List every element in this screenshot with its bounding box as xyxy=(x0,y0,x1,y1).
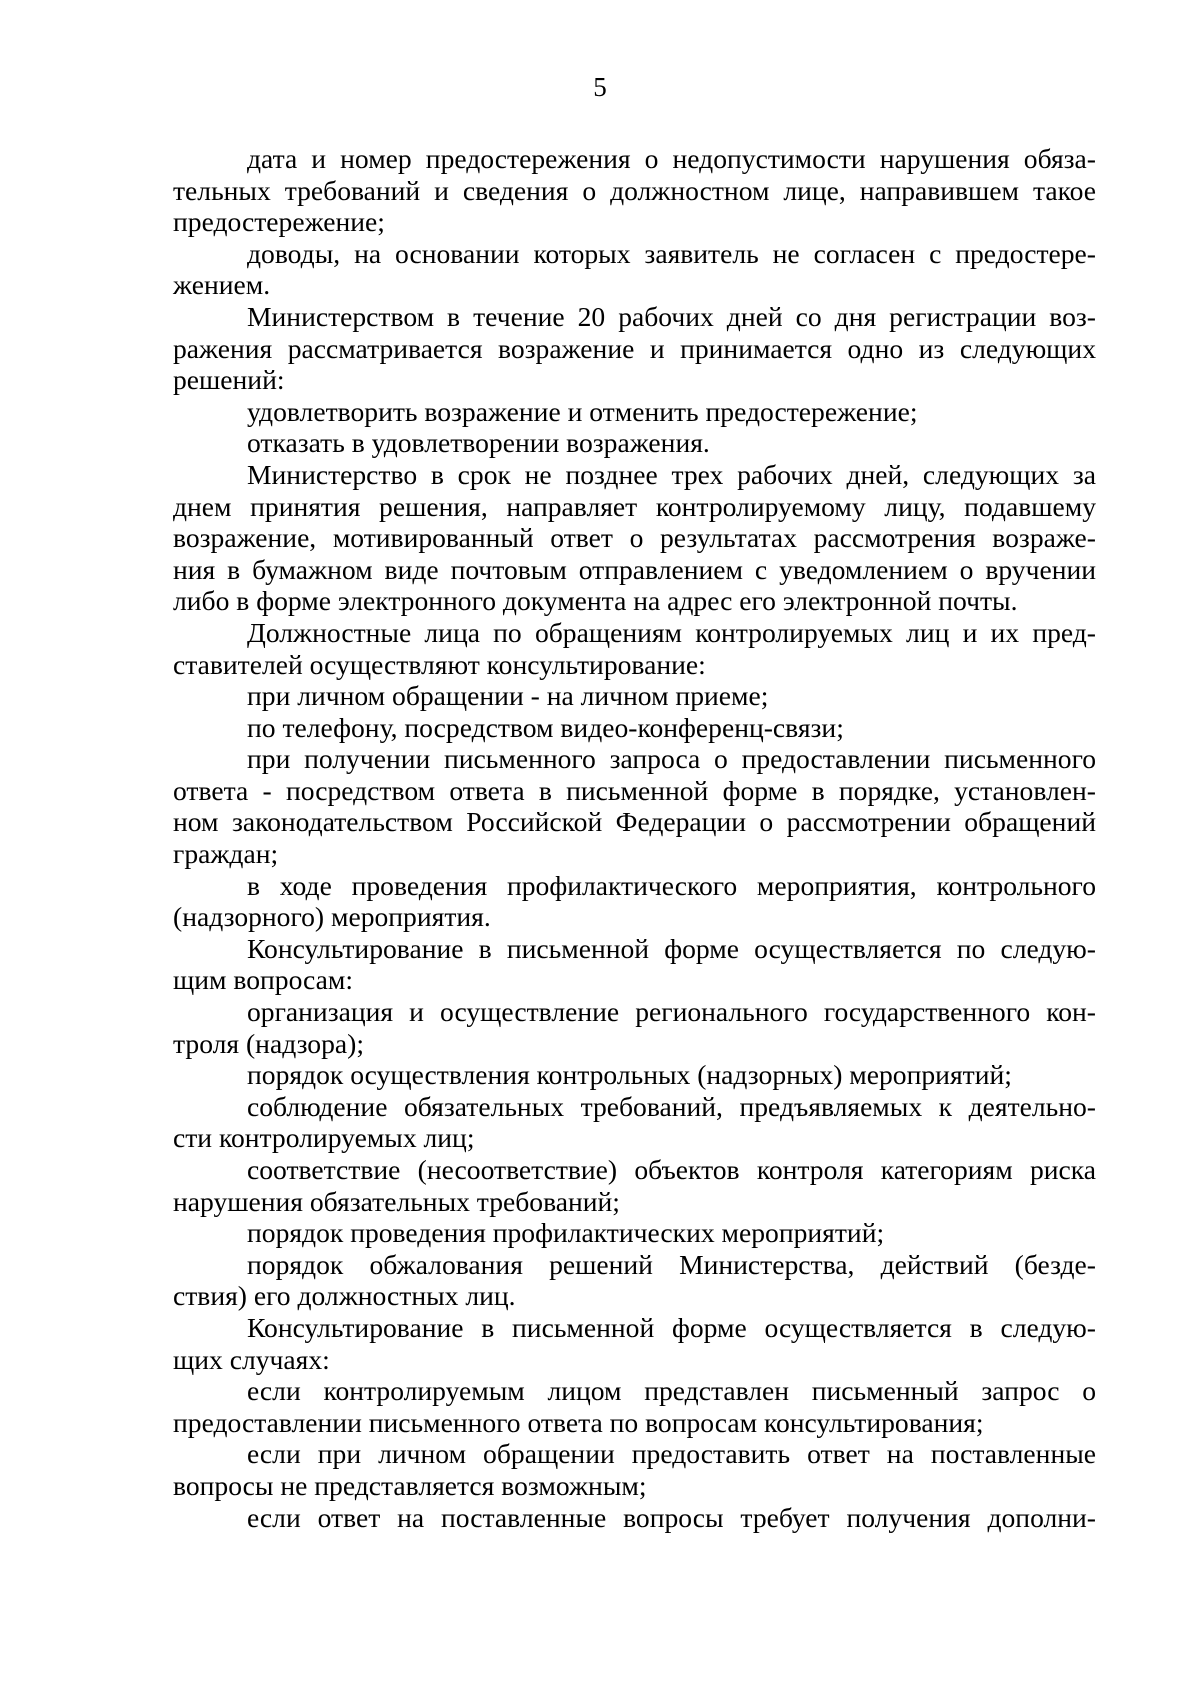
text-line: соответствие (несоответствие) объектов контроля категориям риска xyxy=(247,1154,1096,1185)
text-line: (надзорного) мероприятия. xyxy=(173,901,491,933)
page-number: 5 xyxy=(593,72,607,102)
text-line: доводы, на основании которых заявитель не согласен с предостере- xyxy=(247,237,1096,269)
text-line: сти контролируемых лиц; xyxy=(173,1122,475,1154)
text-line: удовлетворить возражение и отменить предостережение; xyxy=(247,395,918,427)
text-line: граждан; xyxy=(173,838,279,870)
text-line: при личном обращении - на личном приеме; xyxy=(247,680,769,712)
text-line: троля (надзора); xyxy=(173,1027,365,1059)
text-line: соблюдение обязательных требований, предъявляемых к деятельно- xyxy=(247,1090,1096,1122)
text-line: решений: xyxy=(173,364,285,396)
text-line: при получении письменного запроса о предоставлении письменного xyxy=(247,743,1096,775)
text-line: щим вопросам: xyxy=(173,964,354,996)
text-line: если контролируемым лицом представлен письменный запрос о xyxy=(247,1375,1096,1407)
text-line: если при личном обращении предоставить ответ на поставленные xyxy=(247,1438,1096,1470)
text-line: порядок проведения профилактических мероприятий; xyxy=(247,1217,885,1249)
text-line: жением. xyxy=(173,269,271,301)
text-line: ном законодательством Российской Федерации о рассмотрении обращений xyxy=(173,806,1096,838)
text-line: вопросы не представляется возможным; xyxy=(173,1469,647,1501)
text-line: если ответ на поставленные вопросы требует получения дополни- xyxy=(247,1501,1096,1533)
text-line: Министерство в срок не позднее трех рабочих дней, следующих за xyxy=(247,458,1096,490)
text-line: организация и осуществление регионального государственного кон- xyxy=(247,996,1096,1028)
text-line: Консультирование в письменной форме осуществляется по следую- xyxy=(247,932,1096,964)
text-line: ответа - посредством ответа в письменной форме в порядке, установлен- xyxy=(173,774,1096,806)
text-line: тельных требований и сведения о должностном лице, направившем такое xyxy=(173,174,1096,206)
text-line: нарушения обязательных требований; xyxy=(173,1185,620,1217)
text-line: Должностные лица по обращениям контролируемых лиц и их пред- xyxy=(247,616,1096,648)
text-line: предоставлении письменного ответа по вопросам консультирования; xyxy=(173,1406,984,1438)
text-line: днем принятия решения, направляет контролируемому лицу, подавшему xyxy=(173,490,1096,522)
text-line: ражения рассматривается возражение и принимается одно из следующих xyxy=(173,332,1096,364)
text-line: либо в форме электронного документа на адрес его электронной почты. xyxy=(173,585,1018,617)
text-line: порядок осуществления контрольных (надзорных) мероприятий; xyxy=(247,1059,1012,1091)
text-line: щих случаях: xyxy=(173,1343,330,1375)
text-line: Консультирование в письменной форме осуществляется в следую- xyxy=(247,1311,1096,1343)
text-line: отказать в удовлетворении возражения. xyxy=(247,427,710,459)
text-line: ставителей осуществляют консультирование: xyxy=(173,648,706,680)
text-line: ствия) его должностных лиц. xyxy=(173,1280,516,1312)
document-body xyxy=(173,143,1096,1533)
text-line: в ходе проведения профилактического мероприятия, контрольного xyxy=(247,869,1096,901)
text-line: возражение, мотивированный ответ о результатах рассмотрения возраже- xyxy=(173,522,1096,554)
text-line: предостережение; xyxy=(173,206,385,238)
text-line: по телефону, посредством видео-конференц-связи; xyxy=(247,711,844,743)
text-line: Министерством в течение 20 рабочих дней со дня регистрации воз- xyxy=(247,300,1096,332)
text-line: порядок обжалования решений Министерства, действий (безде- xyxy=(247,1248,1096,1280)
text-line: дата и номер предостережения о недопустимости нарушения обяза- xyxy=(247,143,1096,174)
text-line: ния в бумажном виде почтовым отправлением с уведомлением о вручении xyxy=(173,553,1096,585)
